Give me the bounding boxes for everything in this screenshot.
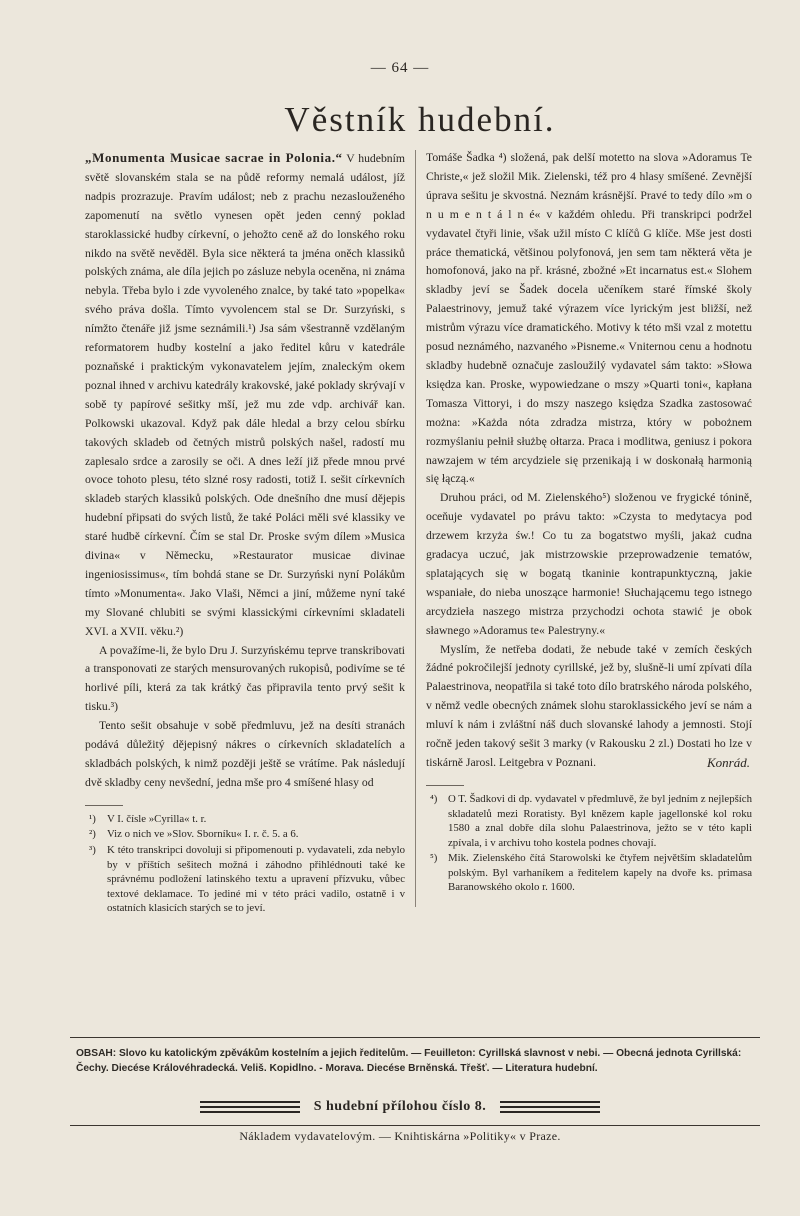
footnote (85, 812, 405, 827)
footnote-text: K této transkripci dovoluji si připomenouti p. vydavateli, zda nebylo by v příštích sešitech možná i záhodno přihlédnouti také ke správnému podložení latinského textu a upravení přízvuku, vůbec textové deklamace. To jediné mi v této práci vadilo, ostatně i v ostatních klasicích starých se to jeví. (107, 844, 405, 915)
footnote (426, 851, 752, 895)
paragraph-1: V hudebním světě slovanském stala se na půdě reformy nemalá událost, jíž nadpis prozrazuje. Pravím událost; neb z prachu nezaslouženého zapomenutí na světlo vynesen opět jeden cenný poklad staroklassické hudby církevní, o jehožto ceně až do lonského roku nikdo na světě nevěděl. Byla sice některá ta jména oněch klassiků polských známa, ale díla jejich po zásluze nebyla oceněna, ni známa nebyla. Třeba bylo i zde vyvoleného znalce, by také tato »popelka« svého práva došla. Tímto vyvolencem stal se Dr. Surzyński, s nímžto čtenáře již jsme seznámili.¹) Jsa sám všestranně vzdělaným reformatorem hudby kostelní a jako ředitel kůru v katedrále poznaňské i praktickým vykonavatelem jejím, znaleckým okem poznal ihned v archivu katedrály krakovské, jaké poklady skrývají v sobě ty papírové sešitky mší, jež mu zde vdp. archivář kan. Polkowski ukazoval. Když pak dále hledal a brzy celou sbírku takových skladeb od četných mistrů polských našel, radostí mu zaplesalo srdce a zarosily se oči. A dnes leží již přede mnou prvé ovoce tohoto plesu, této slzné rosy radosti, totiž I. sešit církevních skladeb starých klassiků polských. Ode dnešního dne musí dějepis hudební připsati do svých listů, že také Poláci měli své klassiky ve staré hudbě církevní. Čím se stal Dr. Proske svým dílem »Musica divina« v Německu, »Restaurator musicae divinae ingeniosissimus«, tím bohdá stane se Dr. Surzyński nyní Polákům tímto »Monumenta«. Jako Vlaši, Němci a jiní, můžeme nyní také my Slované chlubiti se svými klassickými církevními skladateli XVI. a XVII. věku.²) (85, 152, 405, 638)
supplement-banner (0, 1098, 800, 1116)
paragraph-6-text: Myslím, že netřeba dodati, že nebude také v zemích českých žádné pokročilejší jednoty cyrillské, jež by, slušně-li umí zpívati díla Palaestrinova, neopatřila si také toto dílo bratrského národa polského, v němž vedle obecných známek slohu staroklassického jeví se nám a mluví k nám i zvláštní náš duch slovanské lahody a jemnosti. Stojí ročně jeden takový sešit 3 marky (v Rakousku 2 zl.) Dostati ho lze v tiskárně Jarosl. Leitgebra v Poznani. (426, 642, 752, 769)
footnote-text: O T. Šadkovi di dp. vydavatel v předmluvě, že byl jedním z nejlepších skladatelů mezi Roratisty. Byl knězem kaple jagellonské kol roku 1580 a znal dobře díla slohu Palaestrinova, ježto se v této kapli zpívala, i v archivu toho kostela podnes chovají. (448, 792, 752, 849)
footnotes-left (85, 812, 405, 916)
footnote-rule (85, 805, 123, 806)
ornament-rule-right (500, 1098, 600, 1116)
paragraph-6 (426, 641, 752, 773)
author-signature: Konrád. (707, 755, 750, 770)
footnote-text: V I. čísle »Cyrilla« t. r. (107, 812, 207, 825)
paragraph-5: Druhou práci, od M. Zielenského⁵) složenou ve frygické tónině, oceňuje vydavatel po právu takto: »Czysta to medytacya pod drzewem krzyża św.! Co tu za bogatstwo myśli, jakaż cudna gradacya uczuć, jak mistrzowskie przeprowadzenie tematów, splatających się w bogatą tkaninie kontrapunktyczną, jakie wspaniałe, do nieba unoszące harmonie! Słuchającemu tego istnego arcydzieła naszego mistrza przychodzi ochota stawić je obok sławnego »Adoramus te« Palestryny.« (426, 491, 752, 637)
left-column (85, 149, 405, 917)
footnote (426, 792, 752, 850)
column-divider (415, 150, 416, 907)
footnote-mark: ¹) (89, 812, 96, 825)
footnote-mark: ²) (89, 828, 96, 841)
footnote (85, 827, 405, 842)
footnotes-right (426, 792, 752, 895)
right-column (426, 149, 752, 896)
section-title: Věstník hudební. (284, 100, 556, 139)
footnote-text: Viz o nich ve »Slov. Sborníku« I. r. č. 5. a 6. (107, 828, 299, 841)
table-of-contents: OBSAH: Slovo ku katolickým zpěvákům kostelním a jejich ředitelům. — Feuilleton: Cyrillská slavnost v nebi. — Obecná jednota Cyrillská: Čechy. Diecése Královéhradecká. Veliš. Kopidlno. - Morava. Diecése Brněnská. Třešť. — Literatura hudební. (76, 1048, 742, 1074)
contents-rule (70, 1037, 760, 1038)
supplement-text: S hudební přílohou číslo 8. (313, 1099, 487, 1115)
imprint-rule (70, 1125, 760, 1126)
footnote-rule (426, 785, 464, 786)
paragraph-2: A považíme-li, že bylo Dru J. Surzyńskému teprve transkribovati a transponovati ze starých mensurovaných rukopisů, podivíme se té horlivé píli, která za tak krátký čas připravila tento prvý sešit k tisku.³) (85, 643, 405, 714)
footnote-text: Mik. Zielenského čítá Starowolski ke čtyřem největším skladatelům polským. Byl varhaníkem a ředitelem kapely na dvoře ks. primasa Baranowského okolo r. 1600. (448, 852, 752, 894)
page-number: — 64 — (370, 60, 430, 76)
footnote-mark: ⁵) (430, 852, 438, 865)
paragraph-3: Tento sešit obsahuje v sobě předmluvu, jež na desíti stranách podává důležitý dějepisný nákres o církevních skladatelích a skladbách polských, k nimž později ještě se vrátíme. Pak následují dvě skladby ceny nevšední, jedna mše pro 4 smíšené hlasy od (85, 719, 405, 789)
article-lead: „Monumenta Musicae sacrae in Polonia.“ (85, 150, 343, 165)
footnote-mark: ⁴) (430, 792, 438, 805)
ornament-rule-left (200, 1098, 300, 1116)
imprint: Nákladem vydavatelovým. — Knihtiskárna »Politiky« v Praze. (239, 1129, 561, 1143)
footnote-mark: ³) (89, 844, 96, 856)
paragraph-4: Tomáše Šadka ⁴) složená, pak delší motetto na slova »Adoramus Te Christe,« jež složil Mik. Zielenski, též pro 4 hlasy smíšené. Zevnější úprava sešitu je skvostná. Neznám krásnější. Pravé to tedy dílo »m o n u m e n t á l n é« v každém ohledu. Při transkripci podržel vydavatel čtyři linie, však užil místo C klíčů G klíče. Mše jest dosti práce thematická, většinou polyfonová, jen sem tam některá věta je homofonová, jako na př. krásné, zbožné »Et incarnatus est.« Slohem skladby jeví se Šadek docela učeníkem staré římské školy Palaestrinovy, jemuž také výrazem více lyrickým jest bližší, než mistrům výrazu více dramatického. Motivy k této mši vzal z motettu posud neznámého, nazvaného »Pisneme.« Vniternou cenu a hodnotu skladby hudebně označuje zasloužilý vydavatel sám takto: »Słowa księdza kan. Proske, wypowiedzane o mszy »Quarti toni«, kapłana Tomasza Vittoryi, i do mszy naszego księdza Szadka zastosować można: »Każda nóta zdradza mistrza, który w pobożnem rozmyślaniu pełnił służbę ołtarza. Praca i modlitwa, geniusz i pokora nawzajem w tém arcydziele się przenikają i w doskonałą harmonią się łączą.« (426, 151, 752, 486)
footnote (85, 843, 405, 916)
article-opening (85, 149, 405, 642)
